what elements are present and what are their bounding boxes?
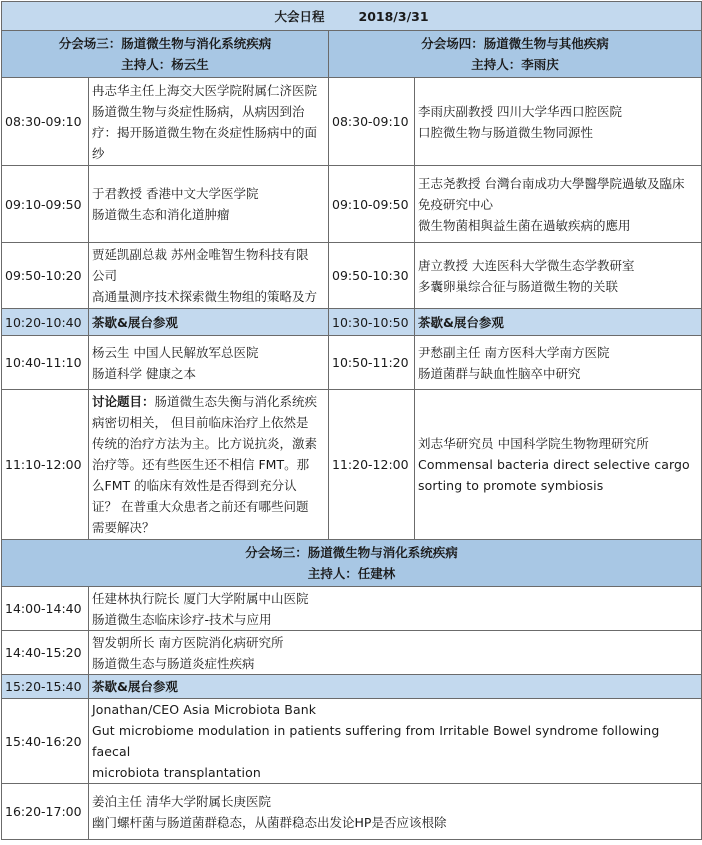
speaker-line: 刘志华研究员 中国科学院生物物理研究所 bbox=[418, 436, 649, 451]
talk-cell bbox=[415, 78, 702, 166]
time-cell: 08:30-09:10 bbox=[2, 78, 89, 166]
time-cell: 10:40-11:10 bbox=[2, 336, 89, 390]
discussion-cell bbox=[89, 390, 329, 540]
break-label: 茶歇&展台参观 bbox=[89, 675, 702, 699]
topic-line: 肠道微生态与肠道炎症性疾病 bbox=[92, 655, 255, 671]
topic-line: 多囊卵巢综合征与肠道微生物的关联 bbox=[418, 278, 619, 294]
time-cell: 11:20-12:00 bbox=[329, 390, 415, 540]
speaker-line: 于君教授 香港中文大学医学院 bbox=[92, 186, 259, 201]
schedule-date: 2018/3/31 bbox=[358, 8, 429, 24]
speaker-line: 公司 bbox=[92, 268, 118, 283]
speaker-line: 杨云生 中国人民解放军总医院 bbox=[92, 344, 259, 360]
talk-cell bbox=[89, 699, 702, 784]
topic-line: 口腔微生物与肠道微生物同源性 bbox=[418, 124, 594, 140]
schedule-row bbox=[2, 587, 702, 631]
speaker-line: 王志尧教授 台灣台南成功大學醫學院過敏及臨床 bbox=[418, 175, 685, 191]
speaker-line: 李雨庆副教授 四川大学华西口腔医院 bbox=[418, 103, 622, 119]
time-cell: 14:40-15:20 bbox=[2, 631, 89, 675]
time-cell: 16:20-17:00 bbox=[2, 784, 89, 840]
time-cell: 09:50-10:30 bbox=[329, 243, 415, 309]
time-cell: 10:30-10:50 bbox=[329, 309, 415, 336]
talk-cell bbox=[89, 784, 702, 840]
time-cell: 09:50-10:20 bbox=[2, 243, 89, 309]
break-label: 茶歇&展台参观 bbox=[415, 309, 702, 336]
speaker-line: 尹愁副主任 南方医科大学南方医院 bbox=[418, 344, 610, 360]
schedule-row bbox=[2, 631, 702, 675]
discussion-line: 治疗等。还有些医生还不相信 FMT。那 bbox=[92, 457, 310, 472]
topic-line: 疗：揭开肠道微生物在炎症性肠病中的面 bbox=[92, 124, 318, 140]
topic-line: 微生物菌相與益生菌在過敏疾病的應用 bbox=[418, 217, 631, 233]
talk-cell bbox=[89, 587, 702, 631]
talk-cell bbox=[415, 166, 702, 243]
talk-cell bbox=[415, 390, 702, 540]
speaker-line: 贾延凯副总裁 苏州金唯智生物科技有限 bbox=[92, 247, 309, 262]
speaker-line: 冉志华主任上海交大医学院附属仁济医院 bbox=[92, 82, 318, 98]
time-cell: 15:40-16:20 bbox=[2, 699, 89, 784]
talk-cell bbox=[89, 243, 329, 309]
discussion-text: 肠道微生态失衡与消化系统疾 bbox=[154, 394, 318, 409]
hall-header-row bbox=[2, 31, 702, 78]
topic-line: 肠道科学 健康之本 bbox=[92, 365, 196, 381]
time-cell: 10:50-11:20 bbox=[329, 336, 415, 390]
schedule-row bbox=[2, 784, 702, 840]
topic-line: microbiota transplantation bbox=[92, 765, 261, 780]
discussion-line: 需要解决？ bbox=[92, 520, 155, 535]
time-cell: 09:10-09:50 bbox=[329, 166, 415, 243]
break-label: 茶歇&展台参观 bbox=[89, 309, 329, 336]
discussion-line: 么FMT 的临床有效性是否得到充分认 bbox=[92, 478, 297, 493]
schedule-row bbox=[2, 699, 702, 784]
discussion-line: 传统的治疗方法为主。比方说抗炎，激素 bbox=[92, 436, 318, 451]
hall-3-title: 分会场三：肠道微生物与消化系统疾病 bbox=[58, 36, 272, 51]
talk-cell bbox=[89, 166, 329, 243]
topic-line: 肠道微生物与炎症性肠病，从病因到治 bbox=[92, 103, 305, 119]
topic-line: 幽门螺杆菌与肠道菌群稳态，从菌群稳态出发论HP是否应该根除 bbox=[92, 814, 447, 830]
afternoon-header-row bbox=[2, 540, 702, 587]
break-row bbox=[2, 309, 702, 336]
hall-4-header bbox=[329, 31, 702, 78]
schedule-table bbox=[1, 1, 702, 840]
talk-cell bbox=[415, 336, 702, 390]
topic-line: 肠道微生态临床诊疗-技术与应用 bbox=[92, 611, 272, 627]
schedule-title bbox=[2, 2, 702, 31]
afternoon-hall-host: 主持人：任建林 bbox=[307, 566, 396, 581]
afternoon-hall-title: 分会场三：肠道微生物与消化系统疾病 bbox=[245, 545, 458, 560]
talk-cell bbox=[89, 78, 329, 166]
schedule-row bbox=[2, 78, 702, 166]
hall-3-header bbox=[2, 31, 329, 78]
schedule-row bbox=[2, 166, 702, 243]
time-cell: 09:10-09:50 bbox=[2, 166, 89, 243]
talk-cell bbox=[89, 336, 329, 390]
hall-3-host: 主持人：杨云生 bbox=[121, 57, 209, 72]
time-cell: 15:20-15:40 bbox=[2, 675, 89, 699]
speaker-line: 姜泊主任 清华大学附属长庚医院 bbox=[92, 793, 271, 809]
topic-line: 高通量测序技术探索微生物组的策略及方 bbox=[92, 289, 318, 304]
discussion-row bbox=[2, 390, 702, 540]
topic-line: Gut microbiome modulation in patients suffering from Irritable Bowel syndrome following faecal bbox=[92, 723, 660, 759]
time-cell: 14:00-14:40 bbox=[2, 587, 89, 631]
discussion-line: 病密切相关， 但目前临床治疗上依然是 bbox=[92, 415, 309, 430]
schedule-row bbox=[2, 243, 702, 309]
talk-cell bbox=[415, 243, 702, 309]
time-cell: 08:30-09:10 bbox=[329, 78, 415, 166]
speaker-line: 免疫研究中心 bbox=[418, 196, 494, 212]
speaker-line: 任建林执行院长 厦门大学附属中山医院 bbox=[92, 590, 309, 606]
topic-line: 纱 bbox=[92, 145, 105, 161]
topic-line: 肠道微生态和消化道肿瘤 bbox=[92, 207, 230, 222]
speaker-line: Jonathan/CEO Asia Microbiota Bank bbox=[92, 702, 317, 717]
schedule-title-row bbox=[2, 2, 702, 31]
topic-line: 肠道菌群与缺血性脑卒中研究 bbox=[418, 365, 581, 381]
schedule-row bbox=[2, 336, 702, 390]
discussion-first-line bbox=[92, 391, 325, 412]
hall-4-host: 主持人：李雨庆 bbox=[471, 57, 559, 72]
hall-4-title: 分会场四：肠道微生物与其他疾病 bbox=[421, 36, 609, 51]
topic-line: Commensal bacteria direct selective cargo bbox=[418, 457, 690, 472]
talk-cell bbox=[89, 631, 702, 675]
speaker-line: 唐立教授 大连医科大学微生态学教研室 bbox=[418, 257, 635, 273]
discussion-line: 证？ 在普重大众患者之前还有哪些问题 bbox=[92, 499, 309, 514]
time-cell: 10:20-10:40 bbox=[2, 309, 89, 336]
title-text: 大会日程 bbox=[274, 8, 325, 24]
discussion-label: 讨论题目： bbox=[92, 394, 155, 409]
break-row bbox=[2, 675, 702, 699]
time-cell: 11:10-12:00 bbox=[2, 390, 89, 540]
afternoon-hall-header bbox=[2, 540, 702, 587]
speaker-line: 智发朝所长 南方医院消化病研究所 bbox=[92, 634, 284, 650]
topic-line: sorting to promote symbiosis bbox=[418, 478, 604, 493]
